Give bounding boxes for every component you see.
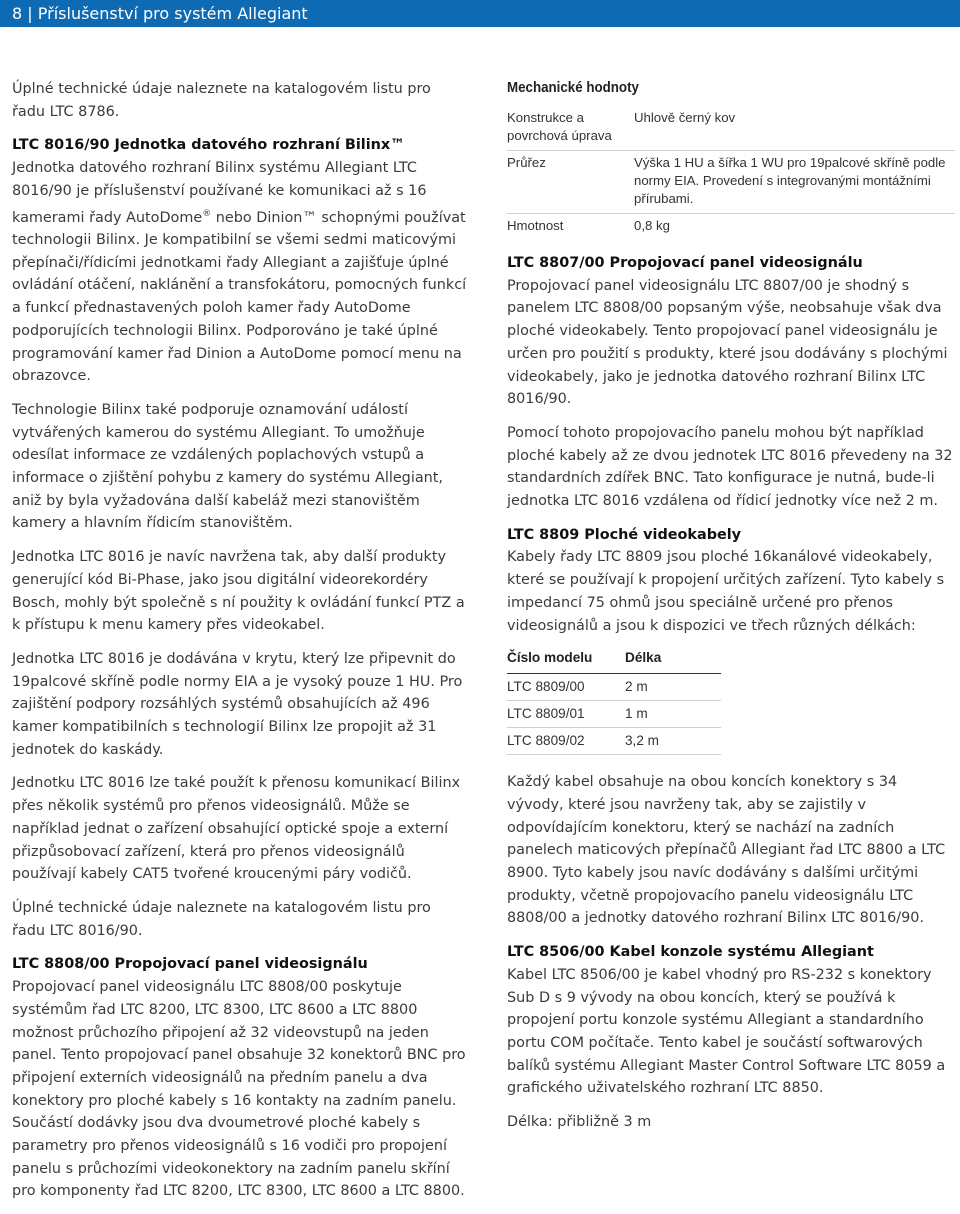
page-number: 8 — [12, 4, 23, 23]
spec-label: Hmotnost — [507, 218, 564, 233]
paragraph: Délka: přibližně 3 m — [507, 1114, 652, 1131]
paragraph: Každý kabel obsahuje na obou koncích konektory s 34 vývody, které jsou navrženy tak, aby se zajistily v odpovídajícím konektoru, který se nachází na zadních panelech maticových přepínačů Allegiant řad LTC 8800 a LTC 8900. Tyto kabely jsou navíc dodávány s dalšími určitými produkty, včetně propojovacího panelu videosignálu LTC 8808/00 a jednotky datového rozhraní Bilinx LTC 8016/90. — [507, 774, 946, 927]
section-title-ltc8807: LTC 8807/00 Propojovací panel videosignálu — [507, 255, 863, 271]
column-header-length: Délka — [625, 645, 721, 674]
table-row — [507, 701, 721, 728]
paragraph: Úplné technické údaje naleznete na katalogovém listu pro řadu LTC 8016/90. — [12, 900, 431, 939]
spec-label: Průřez — [507, 151, 634, 214]
section-ltc8808 — [12, 953, 468, 1203]
paragraph: Jednotku LTC 8016 lze také použít k přenosu komunikací Bilinx přes několik systémů pro přenos videosignálů. Může se například jednat o zařízení obsahující optické spoje a externí přizpůsobovací zařízení, která pro přenos videosignálů používají kabely CAT5 tvořené kroucenými páry vodičů. — [12, 775, 461, 883]
length-cell: 3,2 m — [625, 728, 721, 755]
table-header-row — [507, 645, 721, 674]
paragraph: Propojovací panel videosignálu LTC 8808/00 poskytuje systémům řad LTC 8200, LTC 8300, LTC 8600 a LTC 8800 možnost průchozího připojení až 32 videovstupů na jeden panel. Tento propojovací panel obsahuje 32 konektorů BNC pro připojení externích videosignálů na předním panelu a dva konektory pro ploché kabely s 16 kontakty na zadním panelu. Součástí dodávky jsou dva dvoumetrové ploché kabely s parametry pro přenos videosignálů s 16 vodiči pro propojení panelu s průchozími videokonektory na zadním panelu skříní pro komponenty řad LTC 8200, LTC 8300, LTC 8600 a LTC 8800. — [12, 979, 466, 1200]
section-ltc8809 — [507, 524, 955, 638]
column-header-model: Číslo modelu — [507, 645, 625, 674]
section-title-ltc8016: LTC 8016/90 Jednotka datového rozhraní Bilinx™ — [12, 137, 405, 154]
section-title-ltc8809: LTC 8809 Ploché videokabely — [507, 526, 742, 543]
paragraph — [12, 157, 468, 388]
section-ltc8807 — [507, 252, 955, 411]
table-row — [507, 728, 721, 755]
model-cell: LTC 8809/02 — [507, 728, 625, 755]
paragraph: Technologie Bilinx také podporuje oznamování událostí vytvářených kamerou do systému Allegiant. To umožňuje odesílat informace ze vzdálených poplachových vstupů a informace o zjištění pohybu z kamery do systému Allegiant, aniž by byla vyžadována další kabeláž mezi stanovištěm kamery a hlavním řídicím stanovištěm. — [12, 401, 443, 532]
paragraph: Jednotka LTC 8016 je navíc navržena tak, aby další produkty generující kód Bi-Phase, jako jsou digitální videorekordéry Bosch, mohly být společně s ní použity k ovládání funkcí PTZ a k přístupu k menu kamery přes videokabel. — [12, 549, 465, 634]
section-ltc8016 — [12, 134, 468, 388]
spec-value: Uhlově černý kov — [634, 106, 955, 151]
mechanical-title: Mechanické hodnoty — [507, 80, 639, 96]
spec-label: Konstrukce a povrchová úprava — [507, 106, 634, 151]
table-row — [507, 214, 955, 241]
paragraph: Propojovací panel videosignálu LTC 8807/00 je shodný s panelem LTC 8808/00 popsaným výše, neobsahuje však dva ploché videokabely. Tento propojovací panel videosignálu je určen pro použití s produkty, které jsou dodávány s plochými videokabely, jako je jednotka datového rozhraní Bilinx LTC 8016/90. — [507, 277, 948, 408]
models-table — [507, 645, 721, 755]
paragraph: Kabely řady LTC 8809 jsou ploché 16kanálové videokabely, které se používají k propojení určitých zařízení. Tyto kabely s impedancí 75 ohmů jsou speciálně určené pro přenos videosignálů a jsou k dispozici ve třech různých délkách: — [507, 549, 945, 634]
table-row — [507, 674, 721, 701]
paragraph-part: Jednotka datového rozhraní Bilinx systému Allegiant LTC 8016/90 je příslušenství používané ke komunikaci až s 16 kamerami řady AutoDome — [12, 160, 427, 226]
left-column — [12, 78, 468, 1214]
length-cell: 2 m — [625, 674, 721, 701]
table-row — [507, 106, 955, 151]
paragraph: Kabel LTC 8506/00 je kabel vhodný pro RS-232 s konektory Sub D s 9 vývody na obou koncích, který se používá k propojení portu konzole systému Allegiant a standardního portu COM počítače. Tento kabel je součástí softwarových balíků systému Allegiant Master Control Software LTC 8059 a grafického uživatelského rozhraní LTC 8850. — [507, 966, 946, 1097]
model-cell: LTC 8809/00 — [507, 674, 625, 701]
paragraph: Pomocí tohoto propojovacího panelu mohou být například ploché kabely až ze dvou jednotek LTC 8016 převedeny na 32 standardních zdířek BNC. Tato konfigurace je nutná, bude-li jednotka LTC 8016 vzdálena od řídicí jednotky více než 2 m. — [507, 424, 953, 510]
mechanical-table — [507, 106, 955, 240]
intro-paragraph: Úplné technické údaje naleznete na katalogovém listu pro řadu LTC 8786. — [12, 81, 431, 120]
section-ltc8506 — [507, 941, 955, 1100]
section-title-ltc8506: LTC 8506/00 Kabel konzole systému Allegiant — [507, 944, 874, 961]
table-row — [507, 151, 955, 214]
spec-value: Výška 1 HU a šířka 1 WU pro 19palcové skříně podle normy EIA. Provedení s integrovanými montážními přírubami. — [634, 151, 955, 214]
paragraph: Jednotka LTC 8016 je dodávána v krytu, který lze připevnit do 19palcové skříně podle normy EIA a je vysoký pouze 1 HU. Pro zajištění podpory rozsáhlých systémů obsahujících až 496 kamer kompatibilních s technologií Bilinx lze propojit až 31 jednotek do kaskády. — [12, 650, 463, 758]
right-column — [507, 78, 955, 1145]
registered-mark: ® — [202, 208, 212, 219]
page-header — [0, 0, 960, 27]
spec-value: 0,8 kg — [634, 218, 670, 233]
model-cell: LTC 8809/01 — [507, 701, 625, 728]
length-cell: 1 m — [625, 701, 721, 728]
section-title-ltc8808: LTC 8808/00 Propojovací panel videosignálu — [12, 956, 368, 973]
paragraph-part: nebo Dinion™ schopnými používat technologii Bilinx. Je kompatibilní se všemi sedmi maticovými přepínači/řídicími jednotkami řady Allegiant a zajišťuje úplné ovládání otáčení, naklánění a transfokátoru, pomocných funkcí a funkcí přednastavených poloh kamer řady AutoDome podporujících technologii Bilinx. Podporováno je také úplné programování kamer řad Dinion a AutoDome pomocí menu na obrazovce. — [12, 209, 467, 385]
header-divider: | — [27, 4, 38, 23]
page-header-title: Příslušenství pro systém Allegiant — [37, 4, 308, 23]
